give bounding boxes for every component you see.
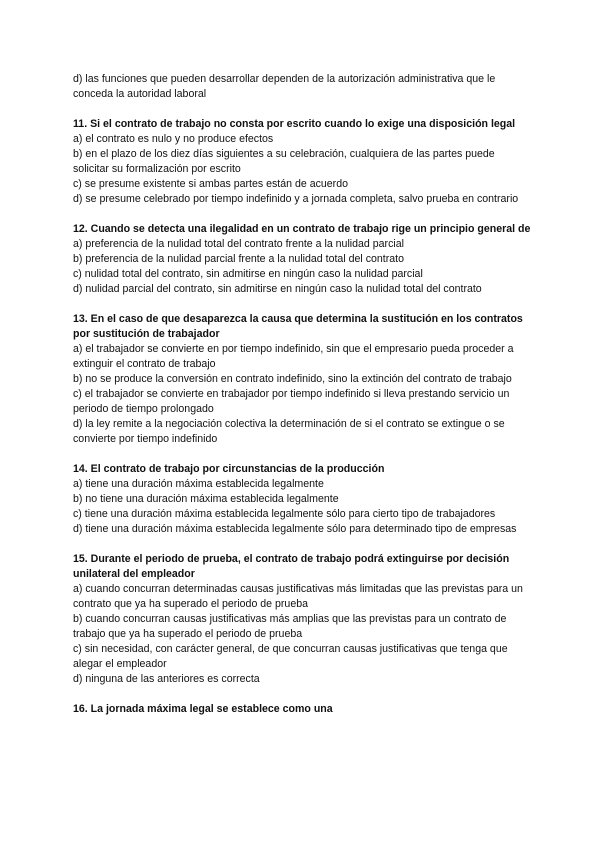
answer-option: d) nulidad parcial del contrato, sin admitirse en ningún caso la nulidad total del contrato <box>73 283 482 295</box>
answer-option: a) cuando concurran determinadas causas justificativas más limitadas que las previstas para un contrato que ya ha superado el periodo de prueba <box>73 583 523 610</box>
answer-option: a) preferencia de la nulidad total del contrato frente a la nulidad parcial <box>73 238 404 250</box>
question-13 <box>73 312 533 447</box>
question-title: 16. La jornada máxima legal se establece como una <box>73 703 333 715</box>
question-title: 15. Durante el periodo de prueba, el contrato de trabajo podrá extinguirse por decisión unilateral del empleador <box>73 553 510 580</box>
question-title: 14. El contrato de trabajo por circunstancias de la producción <box>73 463 385 475</box>
answer-option: c) tiene una duración máxima establecida legalmente sólo para cierto tipo de trabajadores <box>73 508 496 520</box>
question-11 <box>73 117 533 207</box>
question-14 <box>73 462 533 537</box>
answer-option: d) se presume celebrado por tiempo indefinido y a jornada completa, salvo prueba en contrario <box>73 193 519 205</box>
lead-in-text: d) las funciones que pueden desarrollar dependen de la autorización administrativa que le conceda la autoridad laboral <box>73 73 496 100</box>
question-title: 13. En el caso de que desaparezca la causa que determina la sustitución en los contratos por sustitución de trabajador <box>73 313 523 340</box>
document-body <box>73 72 533 717</box>
answer-option: c) sin necesidad, con carácter general, de que concurran causas justificativas que tenga que alegar el empleador <box>73 643 508 670</box>
answer-option: b) preferencia de la nulidad parcial frente a la nulidad total del contrato <box>73 253 404 265</box>
question-title: 11. Si el contrato de trabajo no consta por escrito cuando lo exige una disposición legal <box>73 118 516 130</box>
answer-option: a) el trabajador se convierte en por tiempo indefinido, sin que el empresario pueda proceder a extinguir el contrato de trabajo <box>73 343 514 370</box>
answer-option: a) tiene una duración máxima establecida legalmente <box>73 478 324 490</box>
lead-in-block <box>73 72 533 102</box>
question-12 <box>73 222 533 297</box>
answer-option: c) se presume existente si ambas partes están de acuerdo <box>73 178 348 190</box>
question-title: 12. Cuando se detecta una ilegalidad en un contrato de trabajo rige un principio general de <box>73 223 531 235</box>
question-16 <box>73 702 533 717</box>
answer-option: b) en el plazo de los diez días siguientes a su celebración, cualquiera de las partes puede solicitar su formalización por escrito <box>73 148 495 175</box>
question-15 <box>73 552 533 687</box>
answer-option: b) no se produce la conversión en contrato indefinido, sino la extinción del contrato de trabajo <box>73 373 512 385</box>
answer-option: b) no tiene una duración máxima establecida legalmente <box>73 493 339 505</box>
answer-option: d) la ley remite a la negociación colectiva la determinación de si el contrato se extingue o se convierte por tiempo indefinido <box>73 418 505 445</box>
answer-option: c) el trabajador se convierte en trabajador por tiempo indefinido si lleva prestando servicio un periodo de tiempo prolongado <box>73 388 510 415</box>
answer-option: c) nulidad total del contrato, sin admitirse en ningún caso la nulidad parcial <box>73 268 423 280</box>
answer-option: b) cuando concurran causas justificativas más amplias que las previstas para un contrato de trabajo que ya ha superado el periodo de prueba <box>73 613 507 640</box>
answer-option: d) tiene una duración máxima establecida legalmente sólo para determinado tipo de empresas <box>73 523 517 535</box>
answer-option: a) el contrato es nulo y no produce efectos <box>73 133 274 145</box>
answer-option: d) ninguna de las anteriores es correcta <box>73 673 260 685</box>
